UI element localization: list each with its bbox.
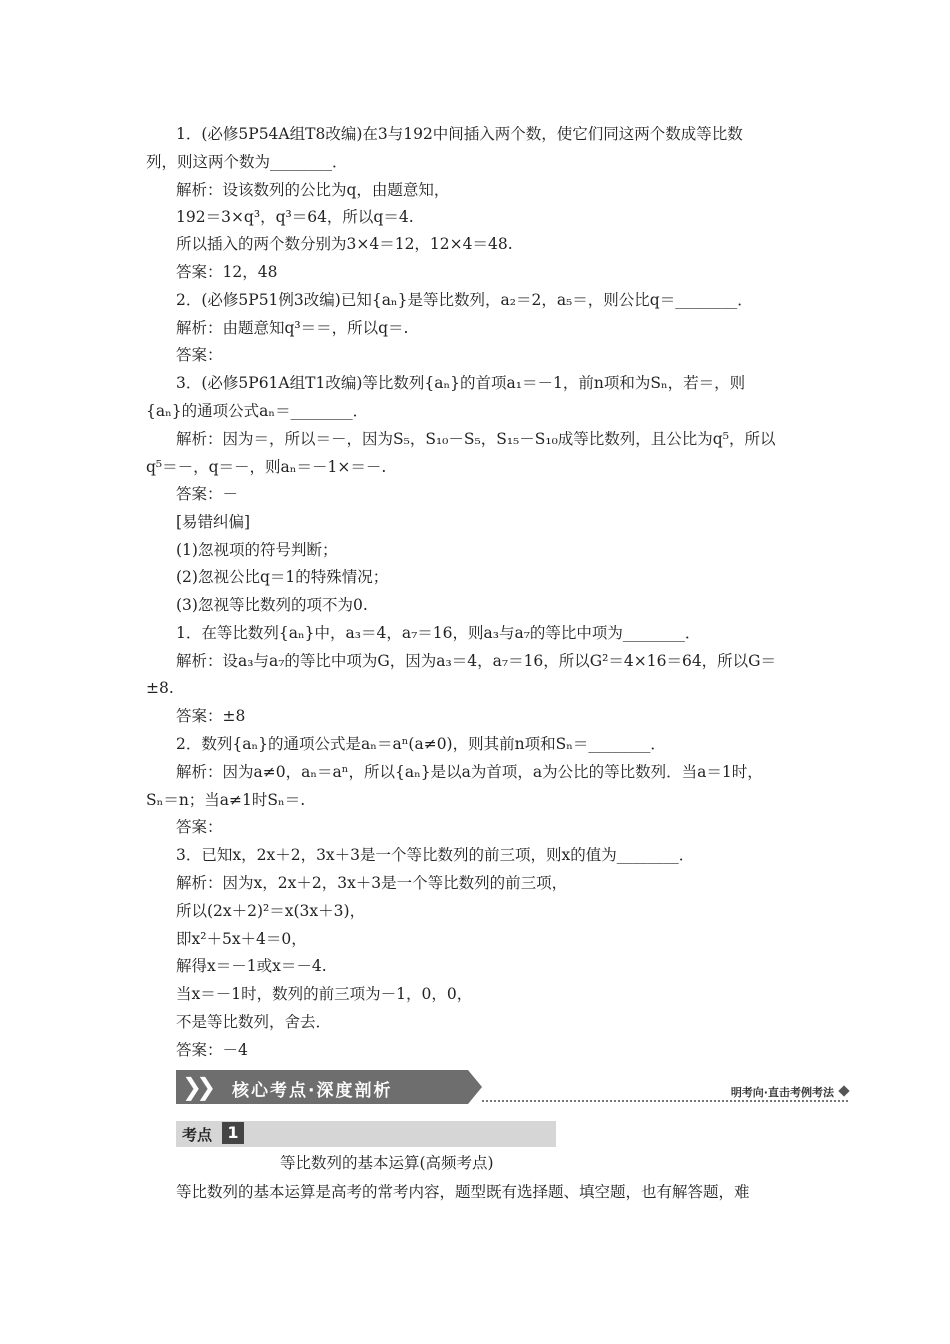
problem-2-stem: 2．(必修5P51例3改编)已知{aₙ}是等比数列，a₂＝2，a₅＝，则公比q＝________． <box>176 291 753 309</box>
exercise-2-stem: 2．数列{aₙ}的通项公式是aₙ＝aⁿ(a≠0)，则其前n项和Sₙ＝________． <box>176 735 666 753</box>
problem-1-solution: 解析：设该数列的公比为q，由题意知， <box>176 181 450 199</box>
exercise-3-solution-line: 解得x＝－1或x＝－4. <box>176 957 327 975</box>
problem-2-solution: 解析：由题意知q³＝＝，所以q＝. <box>176 319 409 337</box>
exercise-3-solution-line: 所以(2x＋2)²＝x(3x＋3)， <box>176 902 366 920</box>
problem-3-stem-cont: {aₙ}的通项公式aₙ＝________． <box>146 402 369 420</box>
exercise-3-solution-line: 不是等比数列，舍去． <box>176 1013 332 1031</box>
exercise-3-answer: 答案：－4 <box>176 1041 248 1059</box>
exercise-3-solution: 解析：因为x，2x＋2，3x＋3是一个等比数列的前三项， <box>176 874 568 892</box>
problem-2-answer: 答案： <box>176 346 223 364</box>
exercise-2-solution: 解析：因为a≠0，aₙ＝aⁿ，所以{aₙ}是以a为首项，a为公比的等比数列．当a＝1时， <box>176 763 763 781</box>
kaodian-number: 1 <box>222 1122 244 1144</box>
error-item: (3)忽视等比数列的项不为0. <box>176 596 368 614</box>
problem-1-solution-line: 192＝3×q³，q³＝64，所以q＝4. <box>176 208 414 226</box>
kaodian-label: 考点 <box>182 1126 213 1144</box>
section-intro: 等比数列的基本运算是高考的常考内容，题型既有选择题、填空题，也有解答题，难 <box>176 1183 750 1201</box>
problem-3-solution-cont: q⁵＝－，q＝－，则aₙ＝－1×＝－. <box>146 458 387 476</box>
problem-3-answer: 答案：－ <box>176 485 239 503</box>
diamond-icon <box>838 1085 849 1096</box>
section-banner <box>176 1070 848 1108</box>
exercise-1-solution-cont: ±8. <box>146 679 174 697</box>
error-correction-heading: [易错纠偏] <box>176 513 251 531</box>
exercise-1-answer: 答案：±8 <box>176 707 246 725</box>
exercise-1-stem: 1．在等比数列{aₙ}中，a₃＝4，a₇＝16，则a₃与a₇的等比中项为________． <box>176 624 701 642</box>
banner-subtitle: 明考向·直击考例考法 <box>730 1086 834 1099</box>
problem-3-solution: 解析：因为＝，所以＝－，因为S₅，S₁₀－S₅，S₁₅－S₁₀成等比数列，且公比为q⁵，所以 <box>176 430 776 448</box>
problem-1-answer: 答案：12，48 <box>176 263 278 281</box>
problem-1-stem: 1．(必修5P54A组T8改编)在3与192中间插入两个数，使它们同这两个数成等比数 <box>176 125 743 143</box>
exercise-1-solution: 解析：设a₃与a₇的等比中项为G，因为a₃＝4，a₇＝16，所以G²＝4×16＝64，所以G＝ <box>176 652 777 670</box>
problem-1-solution-line: 所以插入的两个数分别为3×4＝12，12×4＝48. <box>176 235 513 253</box>
exercise-3-solution-line: 当x＝－1时，数列的前三项为－1，0，0， <box>176 985 473 1003</box>
exercise-2-solution-cont: Sₙ＝n；当a≠1时Sₙ＝. <box>146 791 306 809</box>
problem-1-stem-cont: 列，则这两个数为________． <box>146 153 348 171</box>
banner-title: 核心考点·深度剖析 <box>232 1081 393 1101</box>
error-item: (2)忽视公比q＝1的特殊情况； <box>176 568 389 586</box>
exercise-3-stem: 3．已知x，2x＋2，3x＋3是一个等比数列的前三项，则x的值为________． <box>176 846 695 864</box>
error-item: (1)忽视项的符号判断； <box>176 541 338 559</box>
exercise-3-solution-line: 即x²＋5x＋4＝0， <box>176 930 307 948</box>
banner-dotted-rule <box>482 1100 848 1102</box>
exercise-2-answer: 答案： <box>176 818 223 836</box>
chevron-right-icon: ❯❯ <box>182 1073 211 1101</box>
section-heading: 等比数列的基本运算(高频考点) <box>280 1154 494 1172</box>
problem-3-stem: 3．(必修5P61A组T1改编)等比数列{aₙ}的首项a₁＝－1，前n项和为Sₙ，若＝，则 <box>176 374 746 392</box>
kaodian-bar <box>176 1121 556 1147</box>
